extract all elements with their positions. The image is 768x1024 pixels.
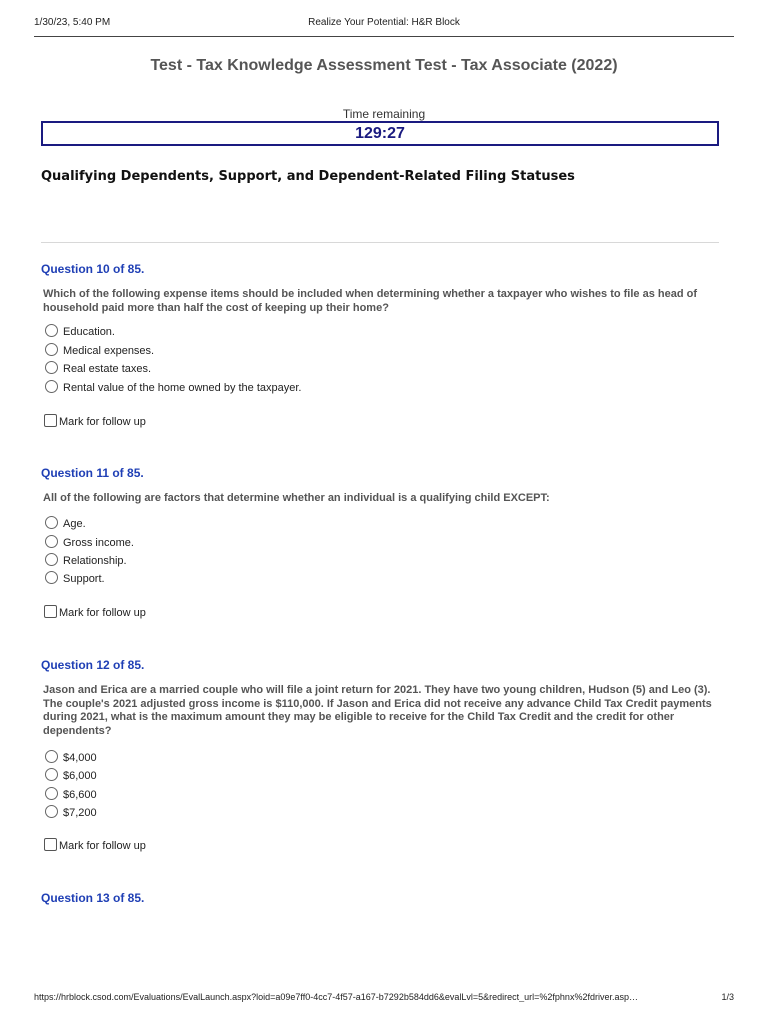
radio-button[interactable] <box>45 787 58 800</box>
question-text: All of the following are factors that determine whether an individual is a qualifying child EXCEPT: <box>43 492 550 504</box>
section-title: Qualifying Dependents, Support, and Dependent-Related Filing Statuses <box>41 169 575 184</box>
radio-button[interactable] <box>45 343 58 356</box>
answer-option[interactable] <box>45 768 97 784</box>
print-header <box>34 17 734 31</box>
follow-up-label: Mark for follow up <box>59 416 146 428</box>
radio-button[interactable] <box>45 535 58 548</box>
option-label: $6,600 <box>63 789 97 801</box>
question-text: Which of the following expense items should be included when determining whether a taxpayer who wishes to file as head of household paid more than half the cost of keeping up their home? <box>43 288 697 314</box>
option-label: Education. <box>63 326 115 338</box>
answer-option[interactable] <box>45 361 151 377</box>
radio-button[interactable] <box>45 324 58 337</box>
option-label: Support. <box>63 573 105 585</box>
page-url: https://hrblock.csod.com/Evaluations/EvalLaunch.aspx?loid=a09e7ff0-4cc7-4f57-a167-b7292b584dd6&evalLvl=5&redirect_url=%2fphnx%2fdriver.asp… <box>34 992 638 1002</box>
follow-up-label: Mark for follow up <box>59 840 146 852</box>
answer-option[interactable] <box>45 324 115 340</box>
print-datetime: 1/30/23, 5:40 PM <box>34 17 111 28</box>
radio-button[interactable] <box>45 380 58 393</box>
test-title: Test - Tax Knowledge Assessment Test - Tax Associate (2022) <box>150 57 618 74</box>
radio-button[interactable] <box>45 805 58 818</box>
option-label: Age. <box>63 518 86 530</box>
mark-follow-up[interactable] <box>44 605 146 621</box>
page-number: 1/3 <box>721 992 734 1002</box>
radio-button[interactable] <box>45 750 58 763</box>
radio-button[interactable] <box>45 553 58 566</box>
answer-option[interactable] <box>45 787 97 803</box>
print-page-title: Realize Your Potential: H&R Block <box>308 17 460 28</box>
option-label: $7,200 <box>63 807 97 819</box>
option-label: Relationship. <box>63 555 127 567</box>
radio-button[interactable] <box>45 768 58 781</box>
answer-option[interactable] <box>45 805 97 821</box>
answer-option[interactable] <box>45 380 302 396</box>
section-divider <box>41 242 719 243</box>
follow-up-checkbox[interactable] <box>44 414 57 427</box>
radio-button[interactable] <box>45 516 58 529</box>
answer-option[interactable] <box>45 571 105 587</box>
question-number: Question 10 of 85. <box>41 262 145 276</box>
timer-box <box>41 121 719 146</box>
option-label: $6,000 <box>63 770 97 782</box>
question-11 <box>41 466 721 619</box>
question-13 <box>41 891 721 905</box>
answer-option[interactable] <box>45 553 127 569</box>
option-label: Gross income. <box>63 537 134 549</box>
question-number: Question 12 of 85. <box>41 658 145 672</box>
option-label: Real estate taxes. <box>63 363 152 375</box>
answer-option[interactable] <box>45 516 86 532</box>
question-10 <box>41 262 721 428</box>
option-label: Rental value of the home owned by the taxpayer. <box>63 382 302 394</box>
follow-up-label: Mark for follow up <box>59 607 146 619</box>
option-label: Medical expenses. <box>63 345 155 357</box>
radio-button[interactable] <box>45 361 58 374</box>
radio-button[interactable] <box>45 571 58 584</box>
option-label: $4,000 <box>63 752 97 764</box>
mark-follow-up[interactable] <box>44 838 146 854</box>
header-divider <box>34 36 734 37</box>
follow-up-checkbox[interactable] <box>44 838 57 851</box>
answer-option[interactable] <box>45 343 154 359</box>
timer-value: 129:27 <box>355 125 405 142</box>
answer-option[interactable] <box>45 535 134 551</box>
question-12 <box>41 658 721 852</box>
mark-follow-up[interactable] <box>44 414 146 430</box>
question-number: Question 13 of 85. <box>41 891 145 905</box>
follow-up-checkbox[interactable] <box>44 605 57 618</box>
answer-option[interactable] <box>45 750 97 766</box>
question-number: Question 11 of 85. <box>41 466 144 480</box>
timer-label: Time remaining <box>342 107 426 121</box>
question-text: Jason and Erica are a married couple who will file a joint return for 2021. They have two young children, Hudson (5) and Leo (3). The couple's 2021 adjusted gross income is $110,000. If Jason and Erica did not receive any advance Child Tax Credit payments during 2021, what is the maximum amount they may be eligible to receive for the Child Tax Credit and the credit for other dependents? <box>43 684 712 737</box>
